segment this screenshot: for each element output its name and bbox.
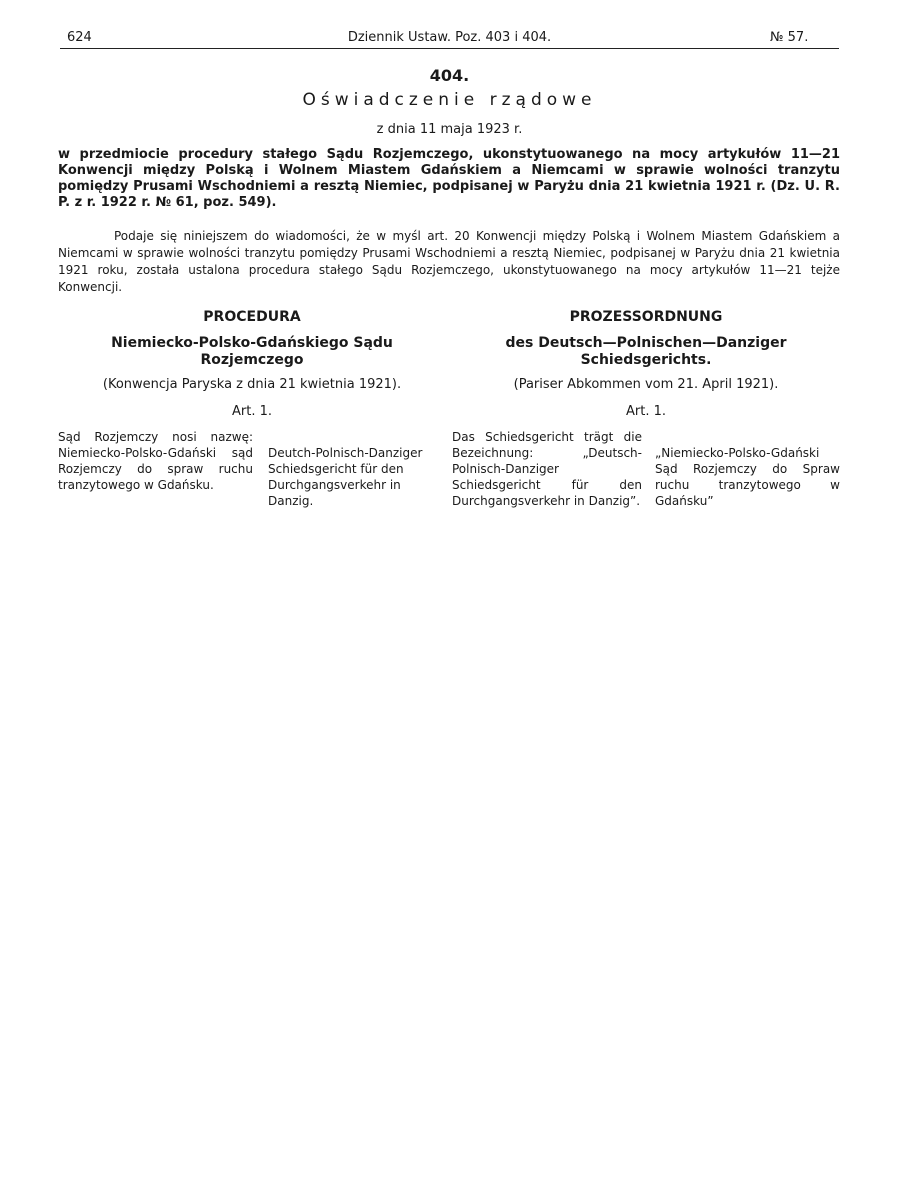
german-column-subtitle: des Deutsch—Polnischen—Danziger Schiedsgerichts. — [505, 335, 787, 368]
document-number: 404. — [429, 66, 470, 85]
polish-article-german-name: Deutch-Polnisch-Danziger Schiedsgericht für den Durchgangsverkehr in Danzig. — [268, 446, 423, 508]
german-article-text: Das Schiedsgericht trägt die Bezeichnung: „Deutsch-Polnisch-Danziger Schiedsgericht für den Durchgangsverkehr in Danzig”. — [452, 430, 642, 508]
polish-convention-reference: (Konwencja Paryska z dnia 21 kwietnia 1921). — [102, 377, 402, 392]
polish-column-subtitle: Niemiecko-Polsko-Gdańskiego Sądu Rozjemczego — [111, 335, 393, 368]
issue-number: № 57. — [770, 30, 809, 45]
german-article-heading: Art. 1. — [625, 404, 666, 419]
german-column-title: PROZESSORDNUNG — [569, 309, 723, 325]
document-heading: Oświadczenie rządowe — [302, 90, 597, 110]
polish-article-text: Sąd Rozjemczy nosi nazwę: Niemiecko-Polsko-Gdański sąd Rozjemczy do spraw ruchu tranzytowego w Gdańsku. — [58, 430, 253, 492]
document-date: z dnia 11 maja 1923 r. — [376, 122, 523, 137]
polish-column-title: PROCEDURA — [203, 309, 301, 325]
german-convention-reference: (Pariser Abkommen vom 21. April 1921). — [513, 377, 779, 392]
document-subject: w przedmiocie procedury stałego Sądu Rozjemczego, ukonstytuowanego na mocy artykułów 11—21 Konwencji między Polską i Wolnem Miastem Gdańskiem a Niemcami w sprawie wolności tranzytu pomiędzy Prusami Wschodniemi a resztą Niemiec, podpisanej w Paryżu dnia 21 kwietnia 1921 r. (Dz. U. R. P. z r. 1922 r. № 61, poz. 549). — [58, 147, 840, 210]
header-rule — [60, 48, 839, 49]
german-article-polish-name: „Niemiecko-Polsko-Gdański Sąd Rozjemczy do Spraw ruchu tranzytowego w Gdańsku” — [655, 446, 840, 508]
page-number: 624 — [67, 30, 92, 45]
polish-article-heading: Art. 1. — [231, 404, 272, 419]
running-title: Dziennik Ustaw. Poz. 403 i 404. — [347, 30, 552, 45]
intro-paragraph: Podaje się niniejszem do wiadomości, że w myśl art. 20 Konwencji między Polską i Wolnem Miastem Gdańskiem a Niemcami w sprawie wolności tranzytu pomiędzy Prusami Wschodniemi a resztą Niemiec, podpisanej w Paryżu dnia 21 kwietnia 1921 roku, została ustalona procedura stałego Sądu Rozjemczego, ukonstytuowanego na mocy artykułów 11—21 tejże Konwencji. — [58, 229, 840, 294]
